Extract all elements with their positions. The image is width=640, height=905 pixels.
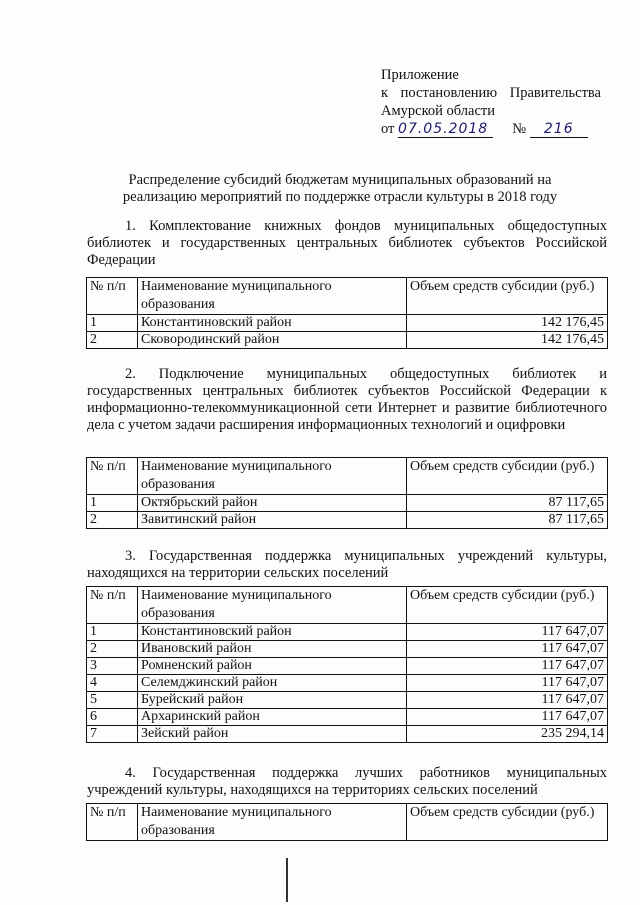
section-3-text: 3. Государственная поддержка муниципальных учреждений культуры, находящихся на территории сельских поселений xyxy=(87,548,607,581)
appendix-word: Правительства xyxy=(509,85,601,101)
number-value: 216 xyxy=(543,121,574,137)
section-3-table xyxy=(86,586,608,743)
row-name: Зейский район xyxy=(138,726,407,743)
row-name: Константиновский район xyxy=(138,315,407,332)
number-field xyxy=(530,122,588,138)
header-num: № п/п xyxy=(87,804,138,841)
section-2-text: 2. Подключение муниципальных общедоступных библиотек и государственных центральных библиотек субъектов Российской Федерации к информационно-телекоммуникационной сети Интернет и развитие библиотечного дела с учетом задачи расширения информационных технологий и оцифровки xyxy=(87,366,607,433)
row-num: 1 xyxy=(87,315,138,332)
appendix-word: к xyxy=(381,85,389,101)
date-prefix: от xyxy=(381,121,395,137)
row-num: 2 xyxy=(87,332,138,349)
header-num: № п/п xyxy=(87,587,138,624)
date-field xyxy=(398,122,493,138)
appendix-word: постановлению xyxy=(400,85,498,101)
scan-binding-mark xyxy=(286,858,288,902)
row-num: 2 xyxy=(87,512,138,529)
table-row xyxy=(87,675,608,692)
table-header-row xyxy=(87,458,608,495)
row-num: 4 xyxy=(87,675,138,692)
section-1-table xyxy=(86,277,608,349)
header-amount: Объем средств субсидии (руб.) xyxy=(407,804,608,841)
row-num: 2 xyxy=(87,641,138,658)
appendix-region: Амурской области xyxy=(381,103,495,119)
header-num: № п/п xyxy=(87,278,138,315)
section-2-table xyxy=(86,457,608,529)
row-amount: 235 294,14 xyxy=(407,726,608,743)
header-name: Наименование муниципального образования xyxy=(138,587,407,624)
header-num: № п/п xyxy=(87,458,138,495)
row-num: 7 xyxy=(87,726,138,743)
date-value: 07.05.2018 xyxy=(398,121,489,137)
table-row xyxy=(87,495,608,512)
row-amount: 117 647,07 xyxy=(407,675,608,692)
table-row xyxy=(87,709,608,726)
row-amount: 87 117,65 xyxy=(407,495,608,512)
section-4-table xyxy=(86,803,608,841)
row-amount: 142 176,45 xyxy=(407,332,608,349)
row-amount: 87 117,65 xyxy=(407,512,608,529)
table-row xyxy=(87,726,608,743)
row-num: 6 xyxy=(87,709,138,726)
row-amount: 117 647,07 xyxy=(407,658,608,675)
row-name: Ромненский район xyxy=(138,658,407,675)
row-num: 1 xyxy=(87,624,138,641)
row-name: Селемджинский район xyxy=(138,675,407,692)
row-amount: 117 647,07 xyxy=(407,624,608,641)
row-name: Бурейский район xyxy=(138,692,407,709)
row-amount: 117 647,07 xyxy=(407,709,608,726)
row-name: Константиновский район xyxy=(138,624,407,641)
header-amount: Объем средств субсидии (руб.) xyxy=(407,458,608,495)
row-name: Сковородинский район xyxy=(138,332,407,349)
table-row xyxy=(87,641,608,658)
row-name: Завитинский район xyxy=(138,512,407,529)
row-num: 1 xyxy=(87,495,138,512)
row-name: Архаринский район xyxy=(138,709,407,726)
header-amount: Объем средств субсидии (руб.) xyxy=(407,278,608,315)
table-row xyxy=(87,315,608,332)
table-row xyxy=(87,332,608,349)
header-name: Наименование муниципального образования xyxy=(138,278,407,315)
table-header-row xyxy=(87,587,608,624)
row-amount: 142 176,45 xyxy=(407,315,608,332)
appendix-title: Приложение xyxy=(381,67,459,83)
table-row xyxy=(87,658,608,675)
header-amount: Объем средств субсидии (руб.) xyxy=(407,587,608,624)
table-row xyxy=(87,692,608,709)
table-header-row xyxy=(87,804,608,841)
appendix-resolution-line xyxy=(381,84,601,102)
appendix-block xyxy=(381,66,611,138)
document-title: Распределение субсидий бюджетам муниципальных образований на реализацию мероприятий по поддержке отрасли культуры в 2018 году xyxy=(122,172,558,205)
row-name: Октябрьский район xyxy=(138,495,407,512)
table-header-row xyxy=(87,278,608,315)
header-name: Наименование муниципального образования xyxy=(138,458,407,495)
table-row xyxy=(87,624,608,641)
section-1-text: 1. Комплектование книжных фондов муниципальных общедоступных библиотек и государственных центральных библиотек субъектов Российской Федерации xyxy=(87,218,607,268)
row-name: Ивановский район xyxy=(138,641,407,658)
header-name: Наименование муниципального образования xyxy=(138,804,407,841)
table-row xyxy=(87,512,608,529)
row-num: 3 xyxy=(87,658,138,675)
row-amount: 117 647,07 xyxy=(407,641,608,658)
row-num: 5 xyxy=(87,692,138,709)
appendix-date-line xyxy=(381,120,611,138)
section-4-text: 4. Государственная поддержка лучших работников муниципальных учреждений культуры, находящихся на территориях сельских поселений xyxy=(87,765,607,798)
number-prefix: № xyxy=(512,121,527,137)
row-amount: 117 647,07 xyxy=(407,692,608,709)
